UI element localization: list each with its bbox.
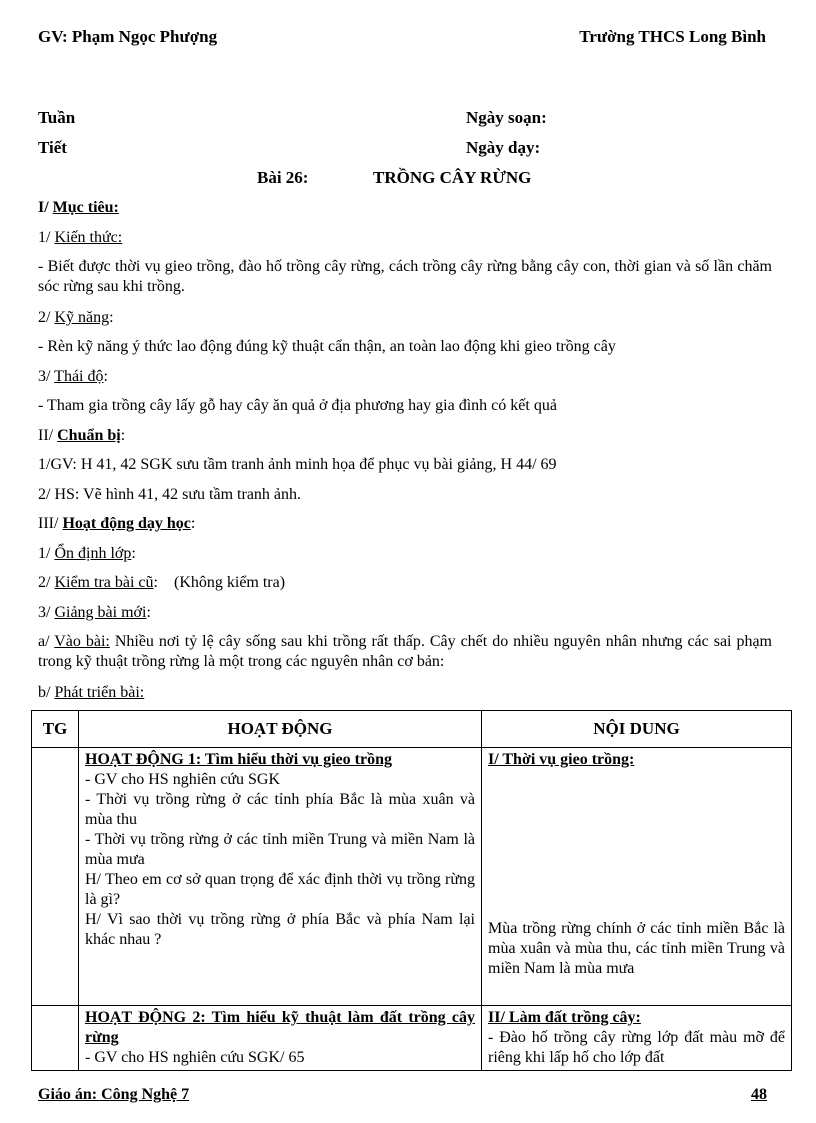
step3: 3/ Giảng bài mới:	[38, 604, 151, 621]
intro-text: Nhiều nơi tỷ lệ cây sống sau khi trồng rất thấp. Cây chết do nhiều nguyên nhân nhưng các sai phạm trong kỹ thuật trồng rừng là một trong các nguyên nhân cơ bản:	[38, 633, 773, 670]
teacher-name: GV: Phạm Ngọc Phượng	[38, 27, 218, 46]
header-tg: TG	[32, 711, 79, 748]
knowledge-heading	[38, 228, 772, 248]
dev-num: b/	[38, 684, 51, 701]
step3-label: Giảng bài mới	[54, 604, 147, 621]
row2-activity-line: - GV cho HS nghiên cứu SGK/ 65	[85, 1049, 305, 1066]
table-row	[32, 1006, 792, 1071]
row1-activity-line: H/ Vì sao thời vụ trồng rừng ở phía Bắc và phía Nam lại khác nhau ?	[85, 911, 475, 948]
step2-label: Kiểm tra bài cũ	[54, 574, 154, 591]
attitude-label: Thái độ	[54, 368, 104, 385]
row2-activity	[79, 1006, 482, 1071]
week-label: Tuần	[38, 108, 76, 127]
taught-date-label: Ngày dạy:	[466, 138, 541, 157]
row1-content-title: I/ Thời vụ gieo trồng:	[488, 751, 635, 768]
objectives-heading-num: I/	[38, 199, 49, 216]
header-content: NỘI DUNG	[482, 711, 792, 748]
row2-content-title: II/ Làm đất trồng cây:	[488, 1009, 641, 1026]
attitude-num: 3/	[38, 368, 51, 385]
row1-activity	[79, 748, 482, 1006]
preparation-num: II/	[38, 427, 54, 444]
row1-activity-line: - Thời vụ trồng rừng ở các tỉnh phía Bắc là mùa xuân và mùa thu	[85, 791, 475, 828]
school-name: Trường THCS Long Bình	[579, 27, 766, 46]
row2-activity-title: HOẠT ĐỘNG 2: Tìm hiểu kỹ thuật làm đất trồng cây rừng	[85, 1009, 475, 1046]
row1-content	[482, 748, 792, 1006]
header-activity: HOẠT ĐỘNG	[79, 711, 482, 748]
page-number: 48	[751, 1086, 767, 1103]
lesson-plan-table	[31, 710, 792, 1071]
attitude-text: - Tham gia trồng cây lấy gỗ hay cây ăn quả ở địa phương hay gia đình có kết quả	[38, 397, 557, 414]
activities-num: III/	[38, 515, 59, 532]
attitude-heading: 3/ Thái độ:	[38, 368, 108, 385]
row1-activity-line: H/ Theo em cơ sở quan trọng để xác định thời vụ trồng rừng là gì?	[85, 871, 475, 908]
step1-label: Ổn định lớp	[54, 545, 132, 562]
skills-heading: 2/ Kỹ năng:	[38, 309, 114, 326]
knowledge-text: - Biết được thời vụ gieo trồng, đào hố trồng cây rừng, cách trồng cây rừng bằng cây con, thời gian và số lần chăm sóc rừng sau khi trồng.	[38, 258, 772, 295]
intro-paragraph	[38, 632, 772, 672]
footer-subject: Giáo án: Công Nghệ 7	[38, 1086, 190, 1103]
preparation-hs: 2/ HS: Vẽ hình 41, 42 sưu tầm tranh ảnh.	[38, 486, 302, 503]
lesson-title: TRỒNG CÂY RỪNG	[373, 168, 532, 187]
row1-content-text: Mùa trồng rừng chính ở các tỉnh miền Bắc là mùa xuân và mùa thu, các tỉnh miền Trung và miền Nam là mùa mưa	[488, 920, 785, 977]
row1-activity-title: HOẠT ĐỘNG 1: Tìm hiểu thời vụ gieo trồng	[85, 751, 392, 768]
intro-num: a/	[38, 633, 50, 650]
step2-note: (Không kiểm tra)	[173, 574, 286, 591]
preparation-heading: II/ Chuẩn bị:	[38, 427, 126, 444]
knowledge-label: Kiến thức:	[54, 229, 123, 246]
activities-label: Hoạt động dạy học	[62, 515, 191, 532]
row1-tg	[32, 748, 79, 1006]
objectives-heading	[38, 198, 772, 218]
table-header-row	[32, 711, 792, 748]
step3-num: 3/	[38, 604, 51, 621]
row2-content	[482, 1006, 792, 1071]
activities-heading: III/ Hoạt động dạy học:	[38, 515, 196, 532]
row2-content-text: - Đào hố trồng cây rừng lớp đất màu mỡ để riêng khi lấp hố cho lớp đất	[488, 1029, 785, 1066]
table-row	[32, 748, 792, 1006]
preparation-label: Chuẩn bị	[57, 427, 121, 444]
skills-label: Kỹ năng	[54, 309, 110, 326]
prepared-date-label: Ngày soạn:	[466, 108, 547, 127]
development-heading	[38, 683, 772, 703]
preparation-gv: 1/GV: H 41, 42 SGK sưu tầm tranh ảnh minh họa để phục vụ bài giảng, H 44/ 69	[38, 456, 557, 473]
skills-num: 2/	[38, 309, 51, 326]
step2-num: 2/	[38, 574, 51, 591]
lesson-number: Bài 26:	[257, 168, 309, 187]
skills-text: - Rèn kỹ năng ý thức lao động đúng kỹ thuật cẩn thận, an toàn lao động khi gieo trồng cây	[38, 338, 616, 355]
knowledge-num: 1/	[38, 229, 51, 246]
objectives-heading-label: Mục tiêu:	[52, 199, 119, 216]
intro-label: Vào bài:	[54, 633, 110, 650]
step1: 1/ Ổn định lớp:	[38, 545, 136, 562]
row1-activity-line: - GV cho HS nghiên cứu SGK	[85, 771, 281, 788]
row1-activity-line: - Thời vụ trồng rừng ở các tỉnh miền Trung và miền Nam là mùa mưa	[85, 831, 475, 868]
row2-tg	[32, 1006, 79, 1071]
step1-num: 1/	[38, 545, 51, 562]
step2: 2/ Kiểm tra bài cũ: (Không kiểm tra)	[38, 574, 286, 591]
dev-label: Phát triển bài:	[54, 684, 145, 701]
period-label: Tiết	[38, 138, 67, 157]
